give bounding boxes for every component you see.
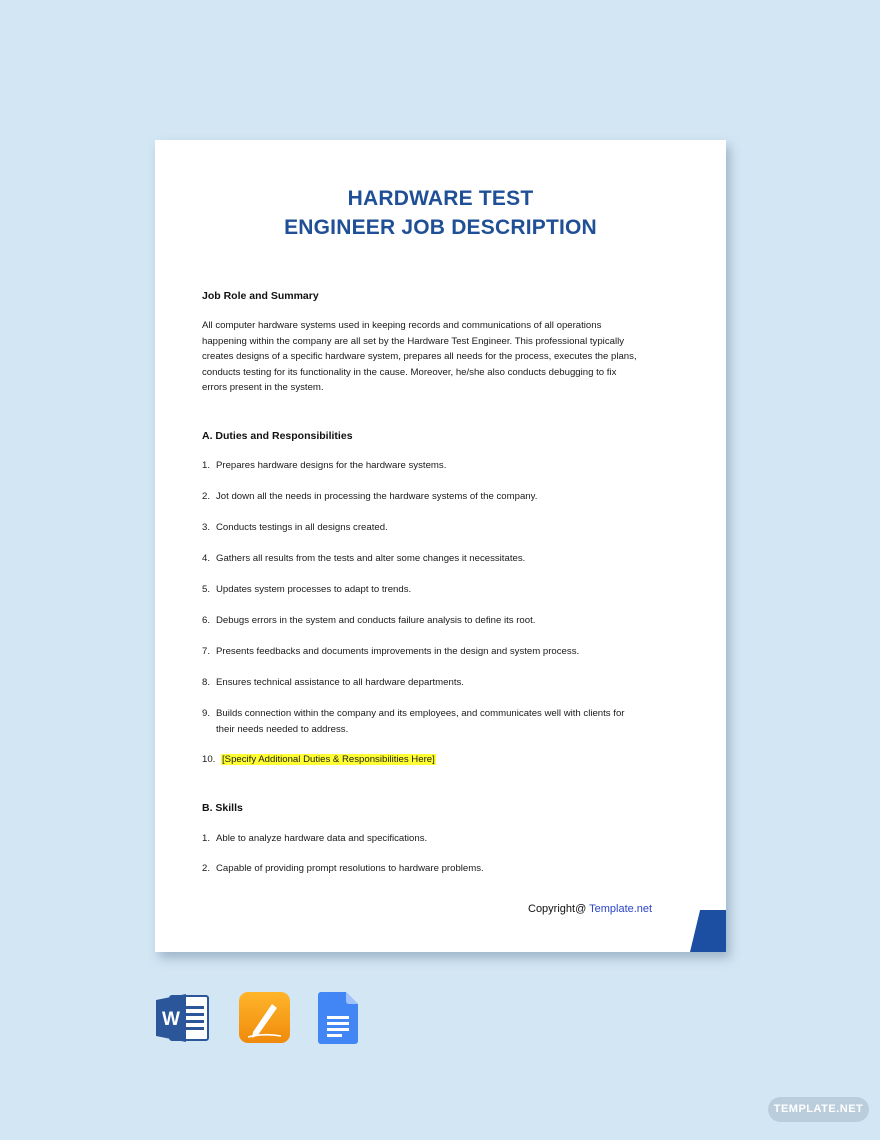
duty-text: Builds connection within the company and its employees, and communicates well with clients for — [216, 708, 625, 719]
document-page — [155, 140, 726, 952]
duty-number: 3. — [202, 522, 211, 533]
duty-item — [202, 644, 672, 660]
duty-number: 2. — [202, 491, 211, 502]
word-letter: W — [162, 1009, 180, 1030]
duty-text: Prepares hardware designs for the hardware systems. — [216, 460, 447, 471]
skill-text: Able to analyze hardware data and specifications. — [216, 833, 428, 844]
duties-heading: A. Duties and Responsibilities — [202, 430, 353, 442]
title-line-2: ENGINEER JOB DESCRIPTION — [284, 216, 597, 239]
word-icon[interactable] — [156, 992, 210, 1049]
duty-item — [202, 613, 672, 629]
copyright-label: Copyright@ — [528, 903, 587, 915]
skills-heading: B. Skills — [202, 802, 243, 814]
duty-item — [202, 551, 672, 567]
duty-number: 6. — [202, 615, 211, 626]
template-net-badge[interactable]: TEMPLATE.NET — [768, 1097, 869, 1122]
duty-text: Debugs errors in the system and conducts failure analysis to define its root. — [216, 615, 536, 626]
duty-text-continued: their needs needed to address. — [216, 723, 349, 735]
duty-text: Jot down all the needs in processing the hardware systems of the company. — [216, 491, 538, 502]
summary-line: errors present in the system. — [202, 382, 324, 394]
duty-number: 10. — [202, 754, 216, 765]
title-line-1: HARDWARE TEST — [347, 187, 534, 210]
skill-item — [202, 861, 672, 877]
duty-number: 5. — [202, 584, 211, 595]
duty-number: 7. — [202, 646, 211, 657]
summary-paragraph — [202, 318, 672, 396]
duty-item — [202, 582, 672, 598]
summary-line: happening within the company are all set by the Hardware Test Engineer. This professional typically — [202, 335, 625, 347]
skill-number: 1. — [202, 833, 211, 844]
skill-text: Capable of providing prompt resolutions to hardware problems. — [216, 863, 484, 874]
copyright-note — [528, 903, 652, 915]
duty-number: 9. — [202, 708, 211, 719]
duty-text: Ensures technical assistance to all hardware departments. — [216, 677, 464, 688]
skill-item — [202, 831, 672, 847]
duty-item — [202, 706, 672, 737]
duty-item — [202, 458, 672, 474]
duty-number: 4. — [202, 553, 211, 564]
summary-heading: Job Role and Summary — [202, 290, 319, 302]
summary-line: conducts testing for its functionality in the cause. Moreover, he/she also conducts debugging to fix — [202, 366, 617, 378]
pages-icon[interactable] — [239, 992, 290, 1048]
duty-text: Gathers all results from the tests and alter some changes it necessitates. — [216, 553, 526, 564]
duty-number: 8. — [202, 677, 211, 688]
google-docs-icon[interactable] — [318, 992, 358, 1049]
duty-text: Presents feedbacks and documents improvements in the design and system process. — [216, 646, 580, 657]
skill-number: 2. — [202, 863, 211, 874]
summary-line: creates designs of a specific hardware system, prepares all needs for the process, executes the plans, — [202, 351, 637, 363]
duty-item — [202, 520, 672, 536]
duty-item — [202, 675, 672, 691]
duty-number: 1. — [202, 460, 211, 471]
duty-text: Updates system processes to adapt to trends. — [216, 584, 412, 595]
duty-text: Conducts testings in all designs created. — [216, 522, 388, 533]
summary-line: All computer hardware systems used in keeping records and communications of all operations — [202, 320, 602, 331]
document-title — [155, 184, 726, 242]
duty-item — [202, 489, 672, 505]
duty-item — [202, 752, 672, 768]
copyright-link[interactable]: Template.net — [589, 903, 653, 915]
corner-accent — [690, 910, 726, 952]
placeholder-highlight: [Specify Additional Duties & Responsibilities Here] — [222, 754, 435, 765]
